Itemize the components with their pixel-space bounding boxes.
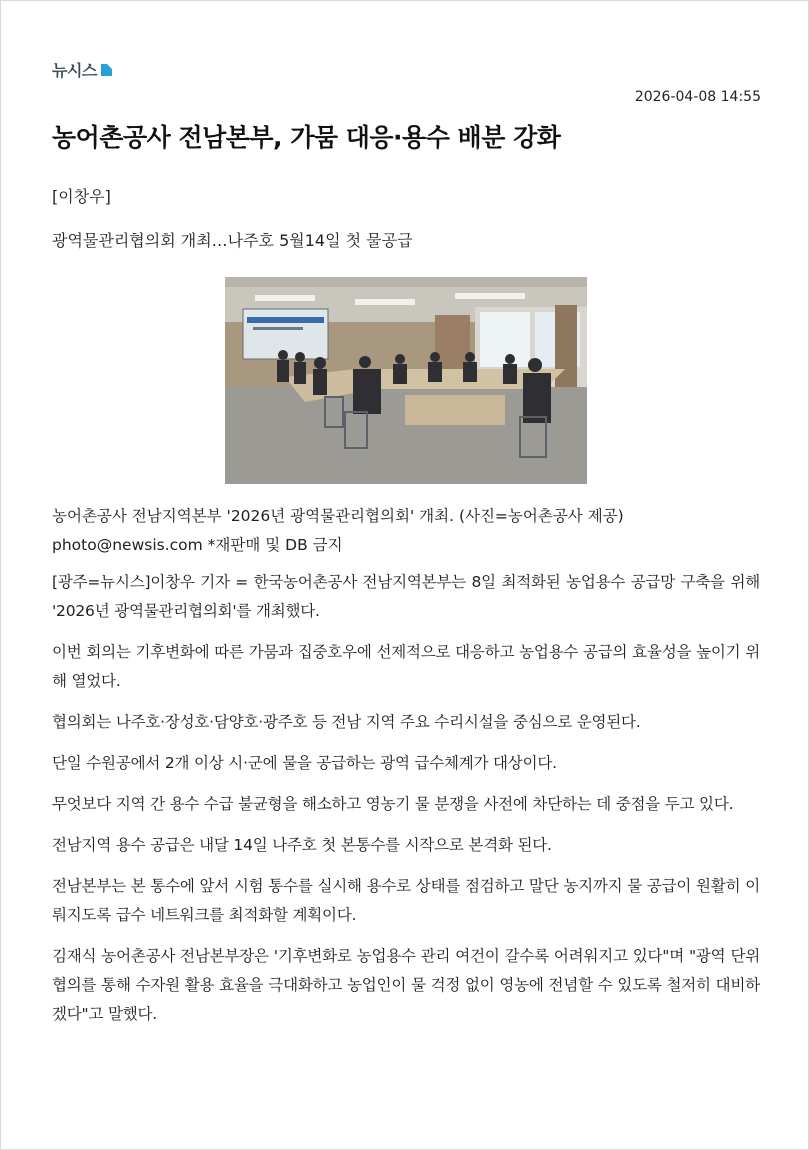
article-title: 농어촌공사 전남본부, 가뭄 대응·용수 배분 강화 [52, 123, 561, 152]
caption-credit: photo@newsis.com *재판매 및 DB 금지 [52, 536, 343, 554]
caption-text: 농어촌공사 전남지역본부 '2026년 광역물관리협의회' 개최. (사진=농어촌공사 제공) [52, 507, 624, 525]
photo-caption [52, 502, 772, 560]
paragraph: 무엇보다 지역 간 용수 수급 불균형을 해소하고 영농기 물 분쟁을 사전에 차단하는 데 중점을 두고 있다. [52, 795, 734, 813]
paragraph: 전남지역 용수 공급은 내달 14일 나주호 첫 본통수를 시작으로 본격화 된다. [52, 836, 552, 854]
paragraph: 협의회는 나주호·장성호·담양호·광주호 등 전남 지역 주요 수리시설을 중심으로 운영된다. [52, 713, 641, 731]
publish-date: 2026-04-08 14:55 [634, 89, 761, 105]
byline: [이창우] [52, 187, 111, 206]
paragraph: 김재식 농어촌공사 전남본부장은 '기후변화로 농업용수 관리 여건이 갈수록 어려워지고 있다"며 "광역 단위 협의를 통해 수자원 활용 효율을 극대화하고 농업인이 물 걱정 없이 영농에 전념할 수 있도록 철저히 대비하겠다"고 말했다. [52, 947, 760, 1023]
paragraph: 전남본부는 본 통수에 앞서 시험 통수를 실시해 용수로 상태를 점검하고 말단 농지까지 물 공급이 원활히 이뤄지도록 급수 네트워크를 최적화할 계획이다. [52, 877, 760, 924]
article-subtitle: 광역물관리협의회 개최…나주호 5월14일 첫 물공급 [52, 231, 413, 250]
article-body [52, 568, 760, 1041]
article-photo [225, 277, 587, 484]
newsis-logo[interactable] [52, 58, 113, 81]
paragraph: 이번 회의는 기후변화에 따른 가뭄과 집중호우에 선제적으로 대응하고 농업용수 공급의 효율성을 높이기 위해 열었다. [52, 643, 760, 690]
logo-mark-icon [100, 63, 113, 77]
logo-text: 뉴시스 [52, 61, 97, 80]
paragraph: 단일 수원공에서 2개 이상 시·군에 물을 공급하는 광역 급수체계가 대상이다. [52, 754, 557, 772]
paragraph: [광주=뉴시스]이창우 기자 = 한국농어촌공사 전남지역본부는 8일 최적화된 농업용수 공급망 구축을 위해 '2026년 광역물관리협의회'를 개최했다. [52, 573, 760, 620]
